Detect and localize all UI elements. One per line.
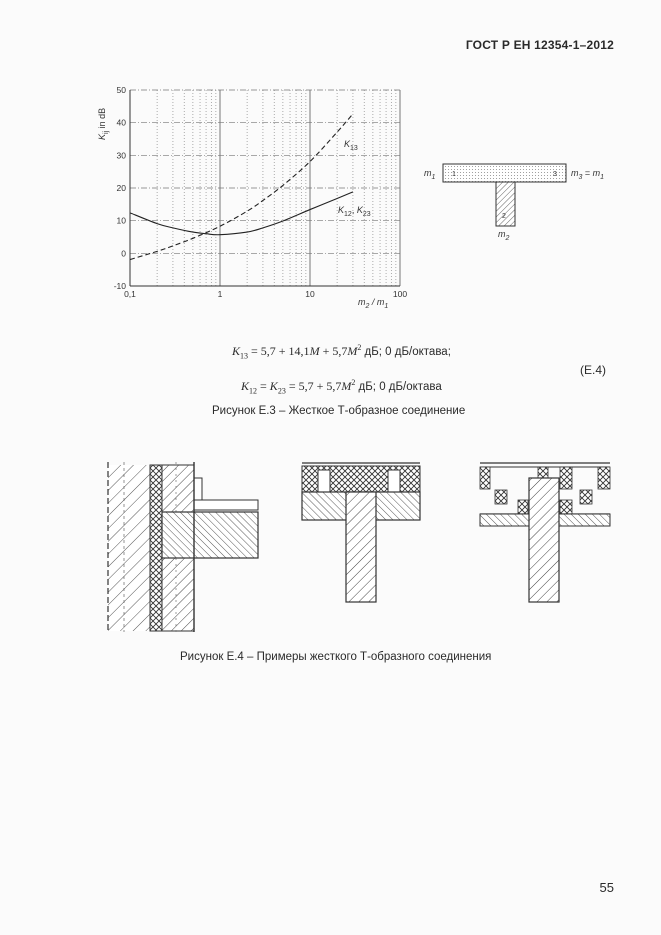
caption-figure-e3: Рисунок Е.3 – Жесткое Т-образное соединение — [212, 405, 466, 417]
example-t-battens — [480, 463, 610, 602]
label-num-2: 2 — [502, 213, 506, 220]
label-num-3: 3 — [553, 171, 557, 178]
series-label-k12-k23: $K_{12}$, $K_{23}$ — [338, 205, 371, 218]
y-axis-label: $K_{ij}$ in dB — [97, 107, 110, 140]
x-tick-label: 1 — [217, 289, 223, 299]
document-code: ГОСТ Р ЕН 12354-1–2012 — [465, 38, 614, 52]
page-number: 55 — [599, 880, 614, 895]
x-tick-label: 0,1 — [124, 289, 136, 299]
formula-k12-k23: $K_{12} = K_{23} = 5,7 + 5,7M^2$ дБ; 0 дБ/октава — [241, 378, 442, 396]
y-tick-label: 50 — [116, 85, 126, 95]
y-tick-label: 0 — [121, 248, 126, 259]
example-t-insulated — [302, 463, 420, 602]
label-num-1: 1 — [452, 171, 456, 178]
label-m2: $m_2$ — [498, 229, 510, 242]
caption-figure-e4: Рисунок Е.4 – Примеры жесткого Т-образного соединения — [180, 651, 492, 663]
x-axis-label: $m_2 / m_1$ — [358, 297, 389, 310]
y-tick-label: 20 — [116, 183, 126, 193]
y-tick-label: 30 — [116, 150, 126, 161]
x-tick-label: 100 — [392, 289, 408, 299]
y-tick-label: 40 — [116, 117, 126, 128]
y-tick-label: 10 — [116, 215, 126, 226]
label-m1: $m_1$ — [424, 168, 436, 181]
series-label-k13: $K_{13}$ — [344, 139, 358, 152]
x-tick-label: 10 — [305, 289, 315, 299]
equation-number: (E.4) — [580, 363, 607, 377]
example-wall-slab — [108, 462, 258, 632]
label-m3-eq-m1: $m_3 = m_1$ — [571, 168, 605, 181]
formula-k13: $K_{13} = 5,7 + 14,1M + 5,7M^2$ дБ; 0 дБ/октава; — [232, 343, 451, 361]
y-tick-label: -10 — [113, 281, 126, 291]
